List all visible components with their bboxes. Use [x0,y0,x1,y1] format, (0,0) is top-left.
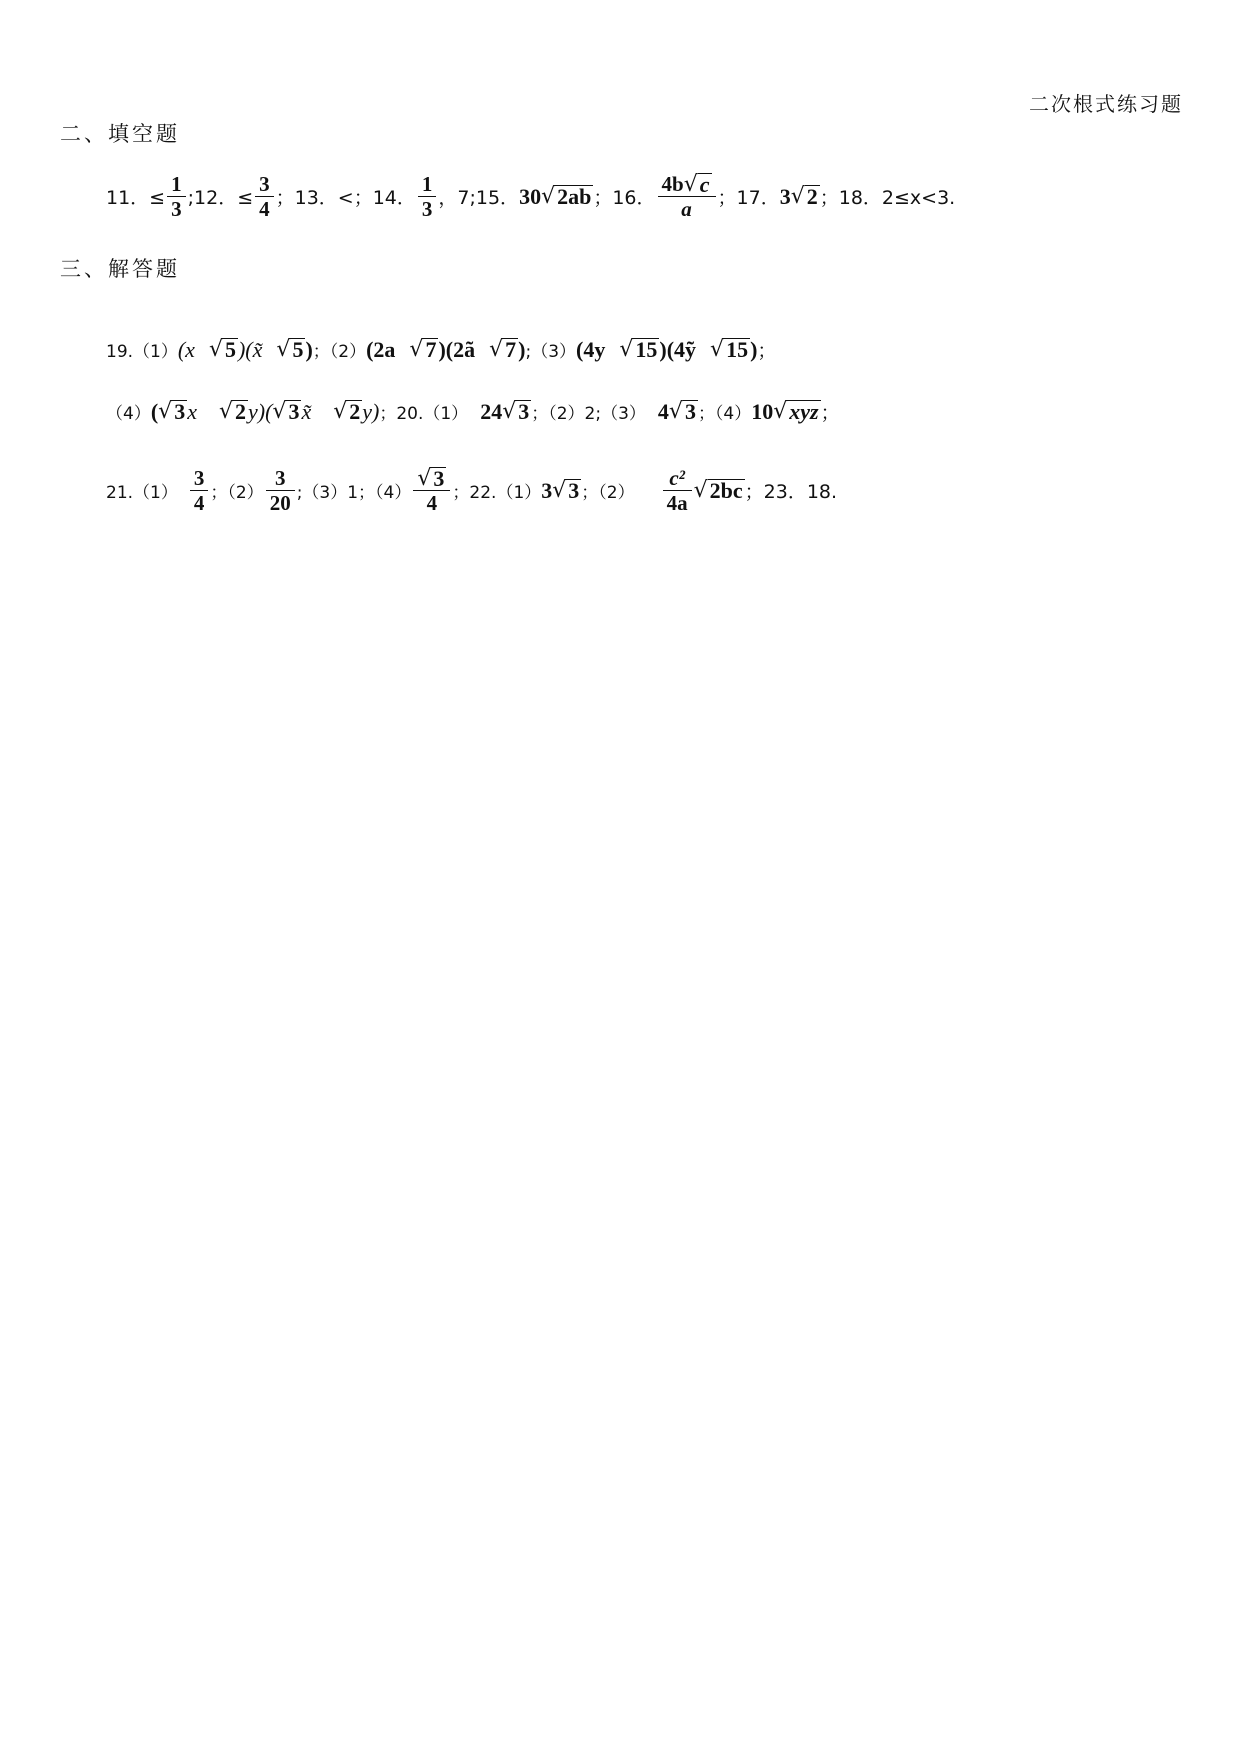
q17-label: ；17． [717,187,780,209]
q19-2-rad: 7 [425,337,437,362]
q19-3-rad2: 15 [726,337,749,362]
q12-denominator: 4 [255,196,274,221]
q19-4-y2: y) [362,398,380,424]
radical-sign-icon: √ [276,337,291,362]
q19-1-part: (x [177,336,195,362]
q19-1-part2: )(x̃ [237,336,263,362]
q22-label: ；22.（1） [452,483,542,503]
radical-sign-icon: √ [773,399,788,424]
q12-numerator: 3 [259,172,270,196]
q12-label: ;12．≤ [187,187,254,209]
q16-label: ；16． [593,187,656,209]
radical-sign-icon: √ [619,337,634,362]
q21-2-label: ；（2） [210,483,264,503]
q23-answer: ；23．18. [744,481,838,503]
q22-2-fraction [665,466,690,515]
radical-sign-icon: √ [683,172,698,197]
q14-fraction [420,172,435,221]
q20-4-rad: xyz [789,399,819,424]
q21-1-num: 3 [193,466,205,490]
q21-2-fraction [268,466,293,515]
radical-sign-icon: √ [208,337,223,362]
q19-3-part2: )(4ỹ [659,336,697,362]
q20-1-coef: 24 [480,398,503,424]
radical-sign-icon: √ [693,478,708,503]
q21-4-num-rad: 3 [433,466,445,491]
q15-sqrt [541,185,593,208]
radical-sign-icon: √ [333,399,348,424]
q21-3-4-label: ;（3）1；（4） [296,483,412,503]
q19-4-rad1: 3 [174,399,186,424]
radical-sign-icon: √ [409,337,424,362]
q12-fraction [257,172,272,221]
q17-radicand: 2 [806,184,818,209]
radical-sign-icon: √ [417,466,432,491]
q19-1-close: ) [305,336,313,362]
q19-4-x: x [187,398,197,424]
section-solutions: 三、解答题 [60,257,180,281]
q20-4-coef: 10 [751,398,774,424]
page-header-title: 二次根式练习题 [1029,92,1183,116]
q16-denominator: a [658,196,716,221]
q21-1-fraction [192,466,207,515]
q16-fraction [660,172,714,221]
q13-q14-label: ；13．<；14． [275,187,416,209]
q21-2-num: 3 [274,466,286,490]
q14-numerator: 1 [421,172,433,196]
q16-num-radicand: c [699,172,710,197]
q15-label: ，7;15． [438,187,520,209]
radical-sign-icon: √ [218,399,233,424]
q20-3-coef: 4 [657,398,669,424]
q17-sqrt [791,185,820,208]
q20-3-rad: 3 [684,399,696,424]
q19-4-open: ( [150,398,159,424]
radical-sign-icon: √ [710,337,725,362]
q11-fraction [169,172,184,221]
radical-sign-icon: √ [552,478,567,503]
q19-2-part: (2a [366,336,396,362]
q19-2-label: ；（2） [312,342,367,362]
q20-end: ； [820,402,840,424]
q21-label: 21.（1） [106,483,178,503]
q19-1-rad2: 5 [292,337,304,362]
q19-4-rad3: 3 [288,399,300,424]
q19-4-rad4: 2 [349,399,361,424]
answer-line-21-23 [106,466,837,515]
q21-4-den: 4 [413,490,450,515]
q11-numerator: 1 [171,172,182,196]
q19-3-rad: 15 [635,337,658,362]
q19-2-part2: )(2ã [438,336,476,362]
q22-1-coef: 3 [541,477,553,503]
answer-line-11-18 [106,172,955,221]
q22-2-label: ；（2） [581,483,635,503]
q20-1-rad: 3 [518,399,530,424]
q14-denominator: 3 [418,196,437,221]
q16-numerator [660,172,714,196]
q11-label: 11．≤ [106,187,166,209]
q19-3-close: ) [750,336,758,362]
q19-2-rad2: 7 [505,337,517,362]
q11-denominator: 3 [167,196,186,221]
q19-1-rad: 5 [224,337,236,362]
q19-2-close: ) [518,336,526,362]
q19-4-y: y)( [247,398,273,424]
q19-4-rad2: 2 [234,399,246,424]
q21-4-fraction [415,466,448,515]
q20-label: ；20.（1） [379,404,469,424]
radical-sign-icon: √ [668,399,683,424]
answer-line-19-4-20 [106,398,840,425]
q19-3-label: ;（3） [525,342,577,362]
q15-coef: 30 [519,183,542,209]
q18-answer: ；18．2≤x<3. [819,187,956,209]
q20-4-label: ；（4） [697,404,752,424]
q22-1-rad: 3 [568,478,580,503]
radical-sign-icon: √ [541,184,556,209]
radical-sign-icon: √ [502,399,517,424]
answer-line-19 [106,336,776,363]
q19-3-part: (4y [576,336,606,362]
section-fill-in-blank: 二、填空题 [60,122,180,146]
q22-2-rad: 2bc [709,478,743,503]
radical-sign-icon: √ [790,184,805,209]
radical-sign-icon: √ [272,399,287,424]
radical-sign-icon: √ [158,399,173,424]
q19-4-label: （4） [106,404,151,424]
q22-2-num: c² [669,466,685,490]
q22-2-den: 4a [663,490,692,515]
q15-radicand: 2ab [557,184,592,209]
q19-label: 19.（1） [106,342,178,362]
q21-2-den: 20 [266,490,295,515]
q21-4-num [415,466,448,490]
q19-4-x2: x̃ [301,398,312,424]
q17-coef: 3 [779,183,791,209]
q21-1-den: 4 [190,490,209,515]
q20-2-3-label: ；（2）2;（3） [531,404,646,424]
q16-num-coef: 4b [661,172,684,196]
radical-sign-icon: √ [489,337,504,362]
q19-end: ； [757,340,777,362]
